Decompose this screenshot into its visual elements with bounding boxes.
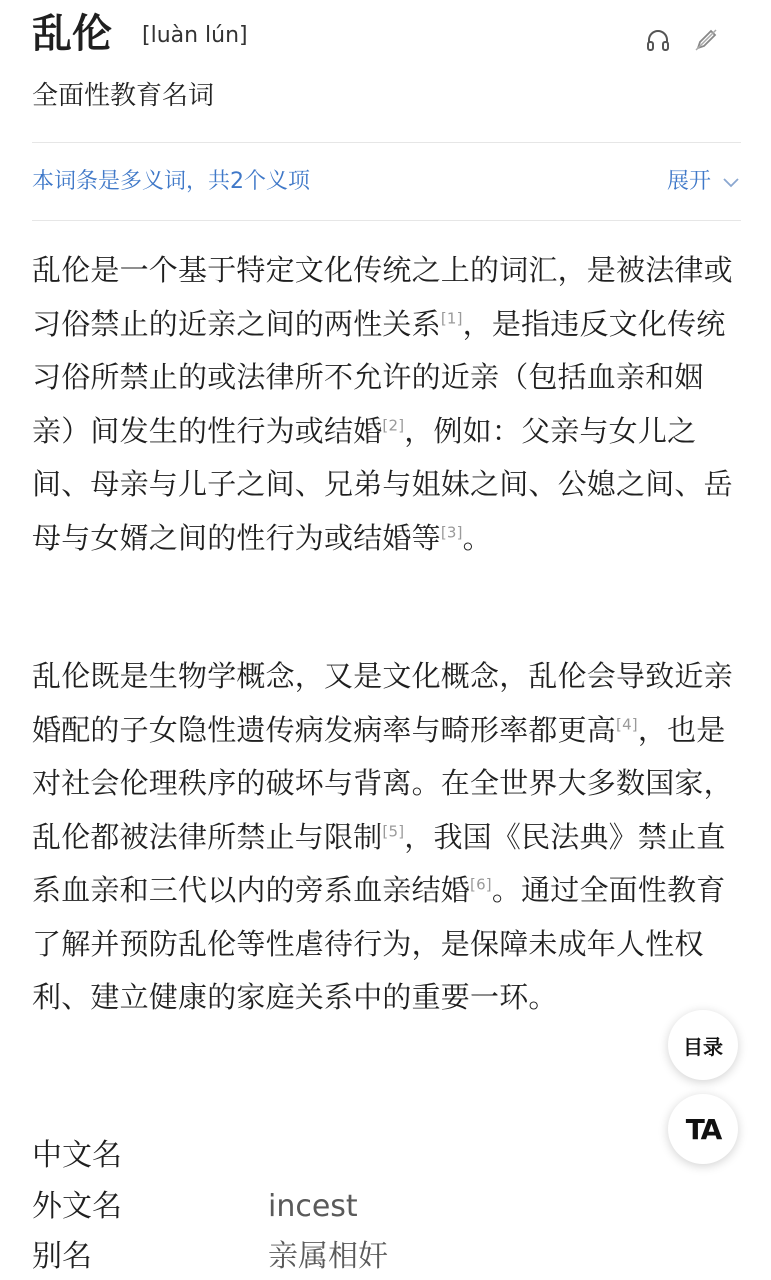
para-1-text-4: 。 (462, 520, 492, 555)
entry-pinyin: [luàn lún] (142, 23, 248, 48)
divider-top (32, 142, 741, 143)
toc-label: 目录 (683, 1034, 723, 1059)
info-label-foreign-name: 外文名 (32, 1189, 122, 1224)
info-value-foreign-name: incest (268, 1189, 358, 1224)
toc-button[interactable] (668, 1010, 738, 1080)
para-2-text-4: 。通过全面性教育了解并预防乱伦等性虐待行为，是保障未成年人性权利、建立健康的家庭关系中的重要一环。 (32, 873, 726, 1014)
expand-label: 展开 (666, 169, 711, 194)
para-1-text-1: 乱伦是一个基于特定文化传统之上的词汇，是被法律或习俗禁止的近亲之间的两性关系 (32, 253, 733, 341)
summary-paragraph-2 (32, 650, 744, 1025)
polysemy-bar[interactable] (32, 164, 741, 200)
citation-3[interactable]: [3] (440, 522, 463, 541)
citation-2[interactable]: [2] (382, 415, 405, 434)
ta-button[interactable] (668, 1094, 738, 1164)
summary-paragraph-1 (32, 244, 744, 565)
para-2-text-1: 乱伦既是生物学概念，又是文化概念，乱伦会导致近亲婚配的子女隐性遗传病发病率与畸形率都更高 (32, 659, 733, 747)
para-2-text-2: ，也是对社会伦理秩序的破坏与背离。在全世界大多数国家，乱伦都被法律所禁止与限制 (32, 712, 733, 854)
citation-5[interactable]: [5] (382, 821, 405, 840)
para-1-text-2: ，是指违反文化传统习俗所禁止的或法律所不允许的近亲（包括血亲和姻亲）间发生的性行为或结婚 (32, 306, 726, 448)
entry-subtitle: 全面性教育名词 (32, 81, 215, 111)
edit-icon[interactable] (692, 26, 720, 54)
polysemy-text[interactable]: 本词条是多义词，共2个义项 (32, 169, 310, 194)
entry-header (32, 10, 742, 58)
citation-4[interactable]: [4] (616, 714, 638, 733)
info-value-alias: 亲属相奸 (268, 1239, 388, 1274)
para-2-text-3: ，我国《民法典》禁止直系血亲和三代以内的旁系血亲结婚 (32, 819, 726, 907)
info-label-alias: 别名 (32, 1239, 92, 1274)
entry-title: 乱伦 (32, 11, 112, 57)
divider-bottom (32, 220, 741, 221)
headphones-icon[interactable] (644, 26, 672, 54)
ta-label: TA (685, 1112, 721, 1146)
info-label-chinese-name: 中文名 (32, 1138, 122, 1173)
citation-6[interactable]: [6] (470, 875, 492, 894)
para-1-text-3: ，例如：父亲与女儿之间、母亲与儿子之间、兄弟与姐妹之间、公媳之间、岳母与女婿之间的性行为或结婚等 (32, 413, 733, 555)
citation-1[interactable]: [1] (440, 308, 463, 327)
chevron-down-icon (721, 175, 741, 189)
expand-button[interactable] (667, 164, 741, 200)
